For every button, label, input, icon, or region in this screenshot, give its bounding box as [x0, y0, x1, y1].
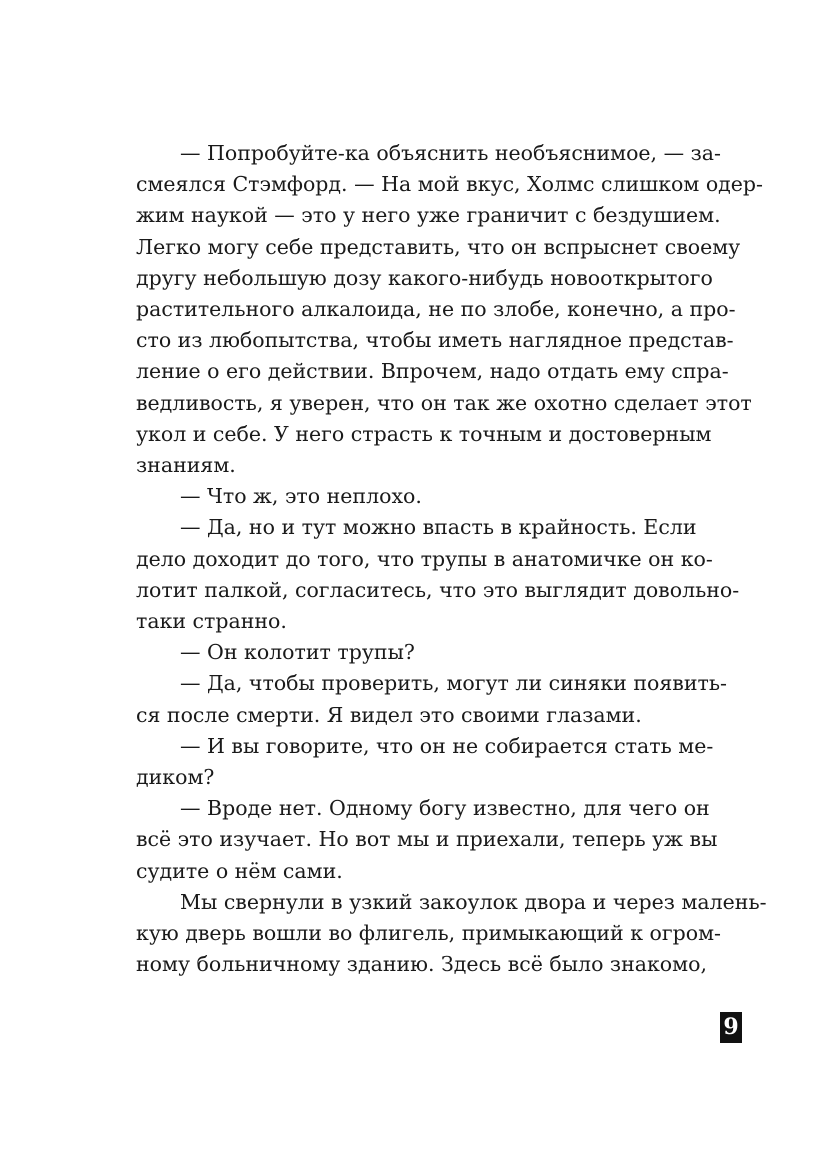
paragraph-extremes [92, 512, 740, 637]
text-line: — Вроде нет. Одному богу известно, для чего он [180, 796, 710, 821]
text-line: таки странно. [136, 609, 287, 634]
paragraph-question-beats [92, 637, 661, 668]
text-line: жим наукой — это у него уже граничит с бездушием. [136, 203, 721, 228]
text-line: Легко могу себе представить, что он вспрыснет своему [136, 234, 741, 259]
text-line: ведливость, я уверен, что он так же охотно сделает этот [136, 390, 752, 415]
text-line: лотит палкой, согласитесь, что это выглядит довольно- [136, 577, 740, 602]
text-line: ление о его действии. Впрочем, надо отдать ему спра- [136, 359, 729, 384]
text-line: — Он колотит трупы? [180, 640, 415, 665]
text-line: знаниям. [136, 453, 236, 478]
text-line: дело доходит до того, что трупы в анатомичке он ко- [136, 546, 713, 571]
body-text [92, 138, 767, 980]
text-line: сто из любопытства, чтобы иметь наглядное представ- [136, 328, 734, 353]
text-line: смеялся Стэмфорд. — На мой вкус, Холмс слишком одер- [136, 172, 763, 197]
text-line: кую дверь вошли во флигель, примыкающий к огром- [136, 921, 721, 946]
text-line: Мы свернули в узкий закоулок двора и через малень- [180, 889, 767, 914]
text-line: растительного алкалоида, не по злобе, конечно, а про- [136, 297, 736, 322]
text-line: всё это изучает. Но вот мы и приехали, теперь уж вы [136, 827, 718, 852]
text-line: ся после смерти. Я видел это своими глазами. [136, 702, 642, 727]
paragraph-not-medic [92, 731, 714, 793]
text-line: другу небольшую дозу какого-нибудь новооткрытого [136, 265, 713, 290]
paragraph-not-bad [92, 481, 661, 512]
text-line: — Да, но и тут можно впасть в крайность. Если [180, 515, 697, 540]
text-line: диком? [136, 765, 215, 790]
text-line: ному больничному зданию. Здесь всё было знакомо, [136, 952, 707, 977]
paragraph-narration [92, 887, 767, 981]
text-line: укол и себе. У него страсть к точным и достоверным [136, 421, 712, 446]
page-number: 9 [720, 1012, 742, 1043]
text-line: судите о нём сами. [136, 858, 343, 883]
text-line: — Да, чтобы проверить, могут ли синяки появить- [180, 671, 727, 696]
text-line: — Попробуйте-ка объяснить необъяснимое, — за- [180, 141, 721, 165]
paragraph-arrived [92, 793, 718, 887]
paragraph-bruises [92, 668, 727, 730]
paragraph-stamford-explains [92, 138, 763, 481]
text-line: — И вы говорите, что он не собирается стать ме- [180, 733, 714, 758]
text-line: — Что ж, это неплохо. [180, 484, 422, 509]
